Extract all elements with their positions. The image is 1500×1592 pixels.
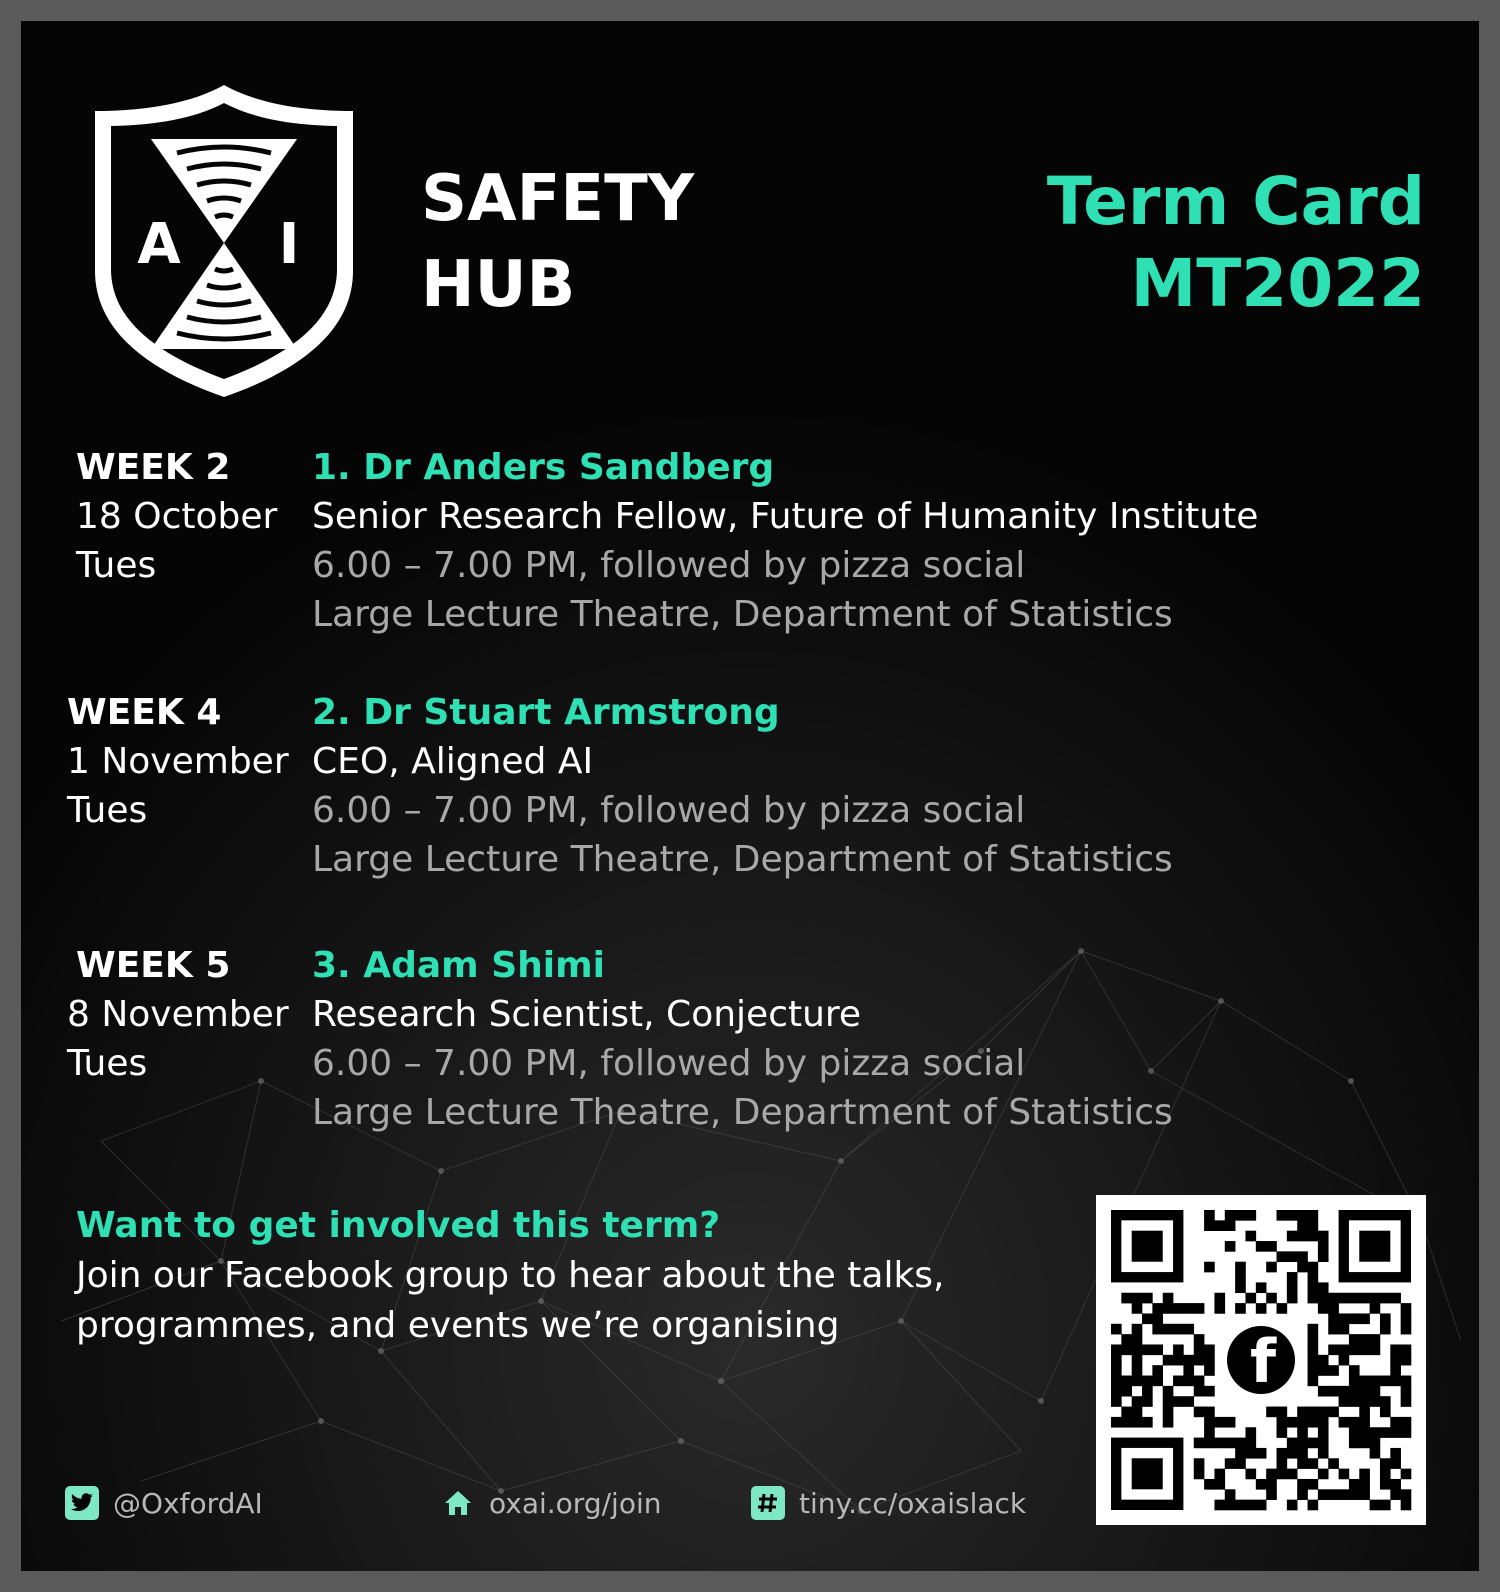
qr-code-pattern bbox=[1096, 1195, 1426, 1525]
logo-letter-a: A bbox=[137, 212, 181, 277]
event-venue: Large Lecture Theatre, Department of Statistics bbox=[312, 594, 1173, 635]
week-label: WEEK 2 bbox=[76, 447, 231, 488]
speaker-name: 3. Adam Shimi bbox=[312, 945, 605, 986]
qr-finder-bottom-left bbox=[1111, 1438, 1183, 1510]
event-time: 6.00 – 7.00 PM, followed by pizza social bbox=[312, 1043, 1026, 1084]
twitter-icon bbox=[65, 1486, 99, 1520]
slack-link[interactable] bbox=[751, 1483, 1026, 1523]
logo-letter-i: I bbox=[278, 212, 300, 277]
qr-finder-top-left bbox=[1111, 1210, 1183, 1282]
home-icon bbox=[441, 1486, 475, 1520]
qr-code[interactable] bbox=[1096, 1195, 1426, 1525]
term-card-code: MT2022 bbox=[1130, 245, 1425, 322]
qr-finder-top-right bbox=[1339, 1210, 1411, 1282]
speaker-role: CEO, Aligned AI bbox=[312, 741, 594, 782]
week-label: WEEK 5 bbox=[76, 945, 231, 986]
event-date: 18 October bbox=[76, 496, 278, 537]
speaker-name: 2. Dr Stuart Armstrong bbox=[312, 692, 780, 733]
join-link[interactable] bbox=[441, 1483, 661, 1523]
shield-logo bbox=[89, 81, 359, 401]
event-venue: Large Lecture Theatre, Department of Statistics bbox=[312, 839, 1173, 880]
event-day: Tues bbox=[67, 790, 148, 831]
twitter-link[interactable] bbox=[65, 1483, 263, 1523]
hub-title-line1: SAFETY bbox=[421, 162, 695, 236]
join-url: oxai.org/join bbox=[489, 1486, 662, 1520]
event-time: 6.00 – 7.00 PM, followed by pizza social bbox=[312, 545, 1026, 586]
term-card-title: Term Card bbox=[1046, 163, 1425, 240]
cta-body: Join our Facebook group to hear about the talks, programmes, and events we’re organising bbox=[76, 1255, 945, 1346]
facebook-letter: f bbox=[1249, 1327, 1277, 1397]
event-venue: Large Lecture Theatre, Department of Statistics bbox=[312, 1092, 1173, 1133]
speaker-name: 1. Dr Anders Sandberg bbox=[312, 447, 775, 488]
twitter-handle: @OxfordAI bbox=[113, 1486, 263, 1520]
event-date: 8 November bbox=[67, 994, 289, 1035]
event-day: Tues bbox=[76, 545, 157, 586]
poster bbox=[21, 21, 1479, 1571]
week-label: WEEK 4 bbox=[67, 692, 222, 733]
event-day: Tues bbox=[67, 1043, 148, 1084]
speaker-role: Senior Research Fellow, Future of Humanity Institute bbox=[312, 496, 1259, 537]
cta-title: Want to get involved this term? bbox=[76, 1205, 721, 1246]
slack-url: tiny.cc/oxaislack bbox=[799, 1486, 1027, 1520]
event-date: 1 November bbox=[67, 741, 289, 782]
hub-title-line2: HUB bbox=[421, 248, 576, 322]
event-time: 6.00 – 7.00 PM, followed by pizza social bbox=[312, 790, 1026, 831]
speaker-role: Research Scientist, Conjecture bbox=[312, 994, 862, 1035]
hashtag-icon bbox=[751, 1486, 785, 1520]
